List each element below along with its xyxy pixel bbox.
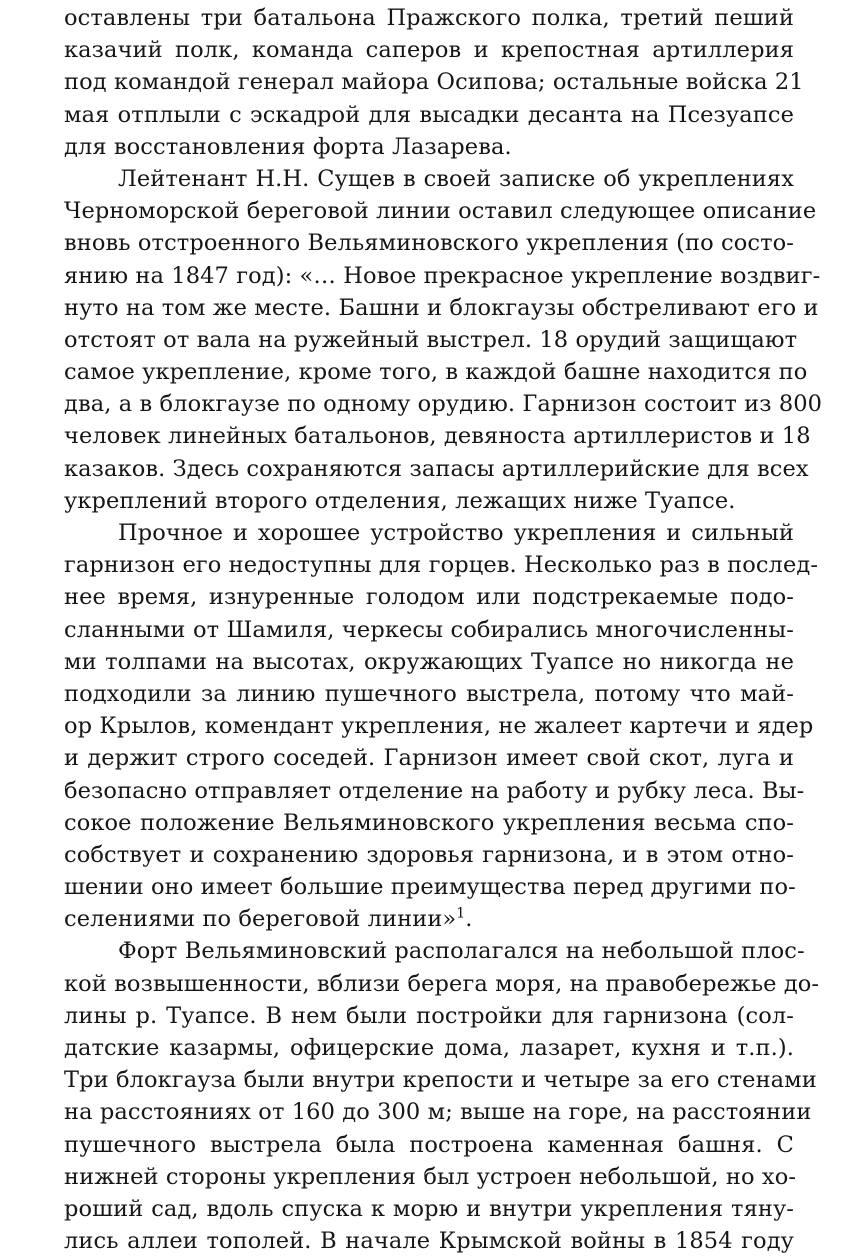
- text-line: пушечного выстрела была построена каменная башня. С: [64, 1131, 794, 1158]
- text-line: подходили за линию пушечного выстрела, потому что май-: [64, 680, 794, 707]
- text-line: нее время, изнуренные голодом или подстрекаемые подо-: [64, 584, 794, 611]
- text-line: самое укрепление, кроме того, в каждой башне находится по: [64, 359, 808, 386]
- text-line: вновь отстроенного Вельяминовского укрепления (по состо-: [64, 230, 794, 257]
- text-line: Лейтенант Н.Н. Сущев в своей записке об укреплениях: [118, 165, 794, 192]
- text-line: безопасно отправляет отделение на работу и рубку леса. Вы-: [64, 777, 805, 804]
- text-line: лины р. Туапсе. В нем были постройки для гарнизона (сол-: [64, 1002, 794, 1029]
- text-line: два, а в блокгаузе по одному орудию. Гарнизон состоит из 800: [64, 391, 823, 418]
- text-line-with-footnote: селениями по береговой линии»$^1$.: [64, 905, 473, 933]
- text-line: лись аллеи тополей. В начале Крымской войны в 1854 году: [64, 1228, 794, 1255]
- text-line: нуто на том же месте. Башни и блокгаузы обстреливают его и: [64, 294, 819, 321]
- text-line: для восстановления форта Лазарева.: [64, 133, 512, 160]
- text-line: собствует и сохранению здоровья гарнизона, и в этом отно-: [64, 841, 794, 868]
- text-line: шении оно имеет большие преимущества перед другими по-: [64, 874, 796, 901]
- text-line: сокое положение Вельяминовского укрепления весьма спо-: [64, 809, 794, 836]
- text-line: Прочное и хорошее устройство укрепления и сильный: [118, 520, 794, 546]
- text-line: гарнизон его недоступны для горцев. Несколько раз в послед-: [64, 552, 819, 579]
- text-line: под командой генерал майора Осипова; остальные войска 21: [64, 69, 804, 96]
- document-page: [64, 0, 823, 1255]
- text-line: ми толпами на высотах, окружающих Туапсе но никогда не: [64, 648, 794, 675]
- text-line: укреплений второго отделения, лежащих ниже Туапсе.: [64, 487, 736, 514]
- text-line: роший сад, вдоль спуска к морю и внутри укрепления тяну-: [64, 1195, 794, 1222]
- paragraph-3: [64, 517, 819, 935]
- text-line: человек линейных батальонов, девяноста артиллеристов и 18: [64, 423, 811, 450]
- text-line: отстоят от вала на ружейный выстрел. 18 орудий защищают: [64, 326, 798, 353]
- text-line: на расстояниях от 160 до 300 м; выше на горе, на расстоянии: [64, 1099, 812, 1126]
- text-line: янию на 1847 год): «… Новое прекрасное укрепление воздвиг-: [64, 262, 821, 289]
- text-line: казачий полк, команда саперов и крепостная артиллерия: [64, 37, 794, 64]
- text-line: оставлены три батальона Пражского полка, третий пеший: [64, 5, 794, 31]
- text-line: датские казармы, офицерские дома, лазарет, кухня и т.п.).: [64, 1035, 794, 1061]
- paragraph-1: [64, 2, 804, 163]
- text-line: мая отплыли с эскадрой для высадки десанта на Псезуапсе: [64, 101, 794, 128]
- text-line: нижней стороны укрепления был устроен небольшой, но хо-: [64, 1163, 797, 1190]
- text-line: казаков. Здесь сохраняются запасы артиллерийские для всех: [64, 455, 809, 482]
- text-line: сланными от Шамиля, черкесы собирались многочисленны-: [64, 616, 794, 643]
- text-line: Форт Вельяминовский располагался на небольшой плос-: [118, 938, 805, 965]
- text-line: Три блокгауза были внутри крепости и четыре за его стенами: [64, 1067, 817, 1094]
- footnote-ref: 1: [456, 905, 466, 922]
- text-line: Черноморской береговой линии оставил следующее описание: [64, 198, 817, 225]
- paragraph-2: [64, 163, 823, 517]
- paragraph-4: [64, 935, 820, 1257]
- text-line: кой возвышенности, вблизи берега моря, на правобережье до-: [64, 970, 820, 997]
- text-line: и держит строго соседей. Гарнизон имеет свой скот, луга и: [64, 745, 794, 772]
- text-line-content: селениями по береговой линии»: [64, 906, 457, 933]
- text-line: ор Крылов, комендант укрепления, не жалеет картечи и ядер: [64, 713, 814, 740]
